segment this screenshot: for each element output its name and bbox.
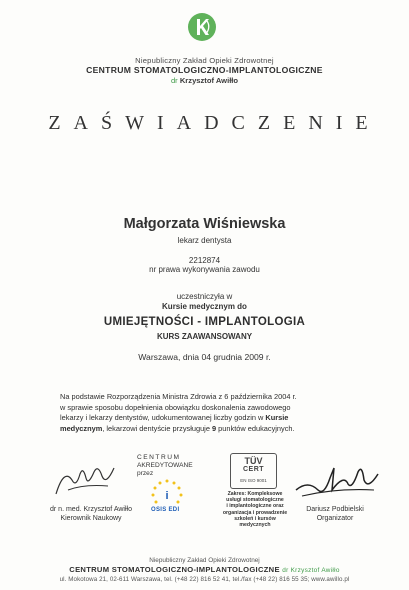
left-signer-role: Kierownik Naukowy xyxy=(60,515,122,522)
accreditation-line-3: przez xyxy=(137,469,154,477)
regulation-paragraph xyxy=(60,392,360,434)
header-org-main: CENTRUM STOMATOLOGICZNO-IMPLANTOLOGICZNE xyxy=(86,65,323,75)
footer-org-name: CENTRUM STOMATOLOGICZNO-IMPLANTOLOGICZNE xyxy=(69,565,280,574)
left-signature-icon xyxy=(50,460,120,500)
right-signer-role: Organizator xyxy=(316,515,354,522)
course-place-date: Warszawa, dnia 04 grudnia 2009 r. xyxy=(138,352,271,362)
course-level: KURS ZAAWANSOWANY xyxy=(156,332,253,341)
regulation-line-4 xyxy=(60,424,360,435)
accreditation-block xyxy=(137,454,207,477)
right-signature-block xyxy=(280,505,390,523)
scope-line-3: i implantologiczne oraz xyxy=(226,503,284,510)
left-signer-name: dr n. med. Krzysztof Awiłło xyxy=(50,506,132,513)
recipient-name: Małgorzata Wiśniewska xyxy=(123,216,286,232)
scope-line-6: medycznych xyxy=(239,522,271,529)
regulation-line-3 xyxy=(60,413,360,424)
tuv-label: TÜV xyxy=(244,456,263,466)
header-org-small: Niepubliczny Zakład Opieki Zdrowotnej xyxy=(135,56,274,65)
cert-label: CERT xyxy=(242,466,265,473)
regulation-line-2: w sprawie sposobu dopełnienia obowiązku doskonalenia zawodowego xyxy=(60,402,291,412)
accreditation-line-1: CENTRUM xyxy=(137,454,181,461)
clinic-logo-icon xyxy=(187,12,217,42)
scope-line-1: Zakres: Kompleksowe xyxy=(227,491,283,497)
document-title: ZAŚWIADCZENIE xyxy=(48,112,381,134)
scope-line-4: organizacja i prowadzenie xyxy=(222,509,288,516)
course-participated: uczestniczyła w xyxy=(176,292,233,301)
left-signature-block xyxy=(36,505,146,523)
header-doctor-name: Krzysztof Awiłło xyxy=(179,76,239,85)
regulation-line-3-bold: Kursie xyxy=(265,413,289,422)
header-org-doctor xyxy=(0,76,409,85)
header-doctor-prefix: dr xyxy=(170,76,178,85)
regulation-line-4-text: , lekarzowi dentyście przysługuje xyxy=(102,423,212,433)
osis-stars-logo-icon xyxy=(148,478,186,508)
license-number: 2212874 xyxy=(188,256,221,265)
license-label: nr prawa wykonywania zawodu xyxy=(149,265,260,274)
education-points: 9 xyxy=(212,423,217,433)
footer-org-doctor: dr Krzysztof Awiłło xyxy=(282,567,340,574)
course-kind: Kursie medycznym do xyxy=(162,302,247,311)
regulation-line-4-bold: medycznym xyxy=(60,423,103,433)
footer-org-main xyxy=(0,565,409,574)
scope-line-2: usługi stomatologiczne xyxy=(226,497,284,504)
right-signature-icon xyxy=(292,460,382,502)
accreditation-line-2: AKREDYTOWANE xyxy=(137,461,193,469)
svg-text:i: i xyxy=(165,490,169,502)
recipient-profession: lekarz dentysta xyxy=(177,236,232,245)
regulation-line-3-text: lekarzy i lekarzy dentystów, udokumentowanej liczby godzin w xyxy=(60,413,266,422)
regulation-line-4-end: punktów edukacyjnych. xyxy=(216,423,295,433)
tuv-cert-logo xyxy=(230,453,277,489)
course-topic: UMIEJĘTNOŚCI - IMPLANTOLOGIA xyxy=(103,316,306,328)
iso-label: EN ISO 9001 xyxy=(240,478,267,483)
scope-line-5: szkoleń i kursów xyxy=(234,515,276,522)
right-signer-name: Dariusz Podbielski xyxy=(306,506,364,513)
regulation-line-1: Na podstawie Rozporządzenia Ministra Zdrowia z 6 października 2004 r. xyxy=(60,392,297,401)
footer-address: ul. Mokotowa 21, 02-611 Warszawa, tel. (+48 22) 816 52 41, tel./fax (+48 22) 816 55 35; www.awillo.pl xyxy=(59,576,350,583)
osis-label: OSIS EDI xyxy=(151,507,180,513)
footer-org-small: Niepubliczny Zakład Opieki Zdrowotnej xyxy=(149,557,260,564)
